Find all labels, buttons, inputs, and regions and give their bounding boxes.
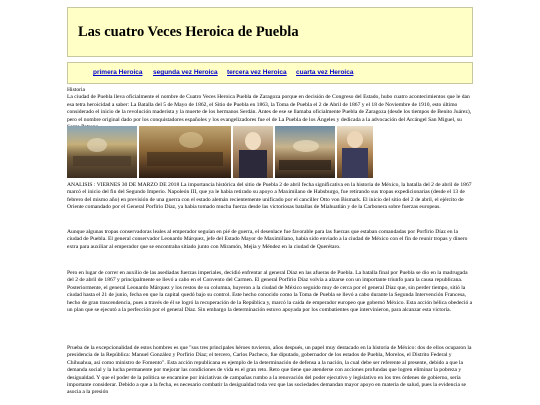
- analysis-section: [67, 182, 473, 212]
- paragraph-4-section: [67, 270, 473, 314]
- analysis-paragraph: ANALISIS : VIERNES 30 DE MARZO DE 2018 La importancia histórica del sitio de Puebla 2 de abril fecha significativa en la historia de México, la batalla del 2 de abril de 1867 marcó el inicio del fin del Segundo Imperio. Napoleón III, que ya le había retirado su apoyo a Maximilano de Habsburgo, fue retirando sus tropas expedicionarias (desde el 13 de febrero del mismo año) en previsión de una guerra con el estado alemán recientemente unificado por el canciller Otto von Bismark. El inicio del sitio del 2 de abril, el ejército de Oriente comandado por el General Porfirio Díaz, ya había tomado mucha fuerza desde las victoriosas batallas de Miahuatlán y de la Carbonera sobre fuerzas europeas.: [67, 182, 472, 211]
- paragraph-4: Pero en lugar de correr en auxilio de las asediadas fuerzas imperiales, decidió enfrentar al general Díaz en las afueras de Puebla. La batalla final por Puebla se dio en la madrugada del 2 de abril de 1867 y principalmente se llevó a cabo en el Convento del Carmen. El general Porfirio Díaz volvía a alzarse con un importante triunfo para la causa republicana. Posteriormente, el general Leonardo Márquez y los restos de su columna, huyeron a la ciudad de México seguido muy de cerca por el general Díaz que, sin perder tiempo, sitió la ciudad hasta el 21 de junio, fecha en que la capital quedó bajo su control. Este hecho conocido como la Toma de Puebla se llevó a cabo durante la Segunda Intervención Francesa, hecho de gran trascendencia, pues a través de él se logró la recuperación de la República y, marcó la caída de emperador europeo que gobernó México. Esta acción bélica obedeció a un plan que se ejecutó a la perfección por el general Díaz. Sin embargo la determinación estuvo apoyada por los combatientes que intervinieron, para alcanzar esta victoria.: [67, 270, 473, 314]
- title-banner: [67, 7, 473, 57]
- battle-painting-image: [67, 126, 137, 178]
- battle-scene-image: [139, 126, 231, 178]
- cannon-battle-image: [275, 126, 335, 178]
- paragraph-3: Aunque algunas tropas conservadoras leales al emperador seguían en pié de guerra, el desenlace fue favorable para las fuerzas que estaban comandadas por Porfirio Díaz en la ciudad de Puebla. El general conservador Leonardo Márquez, jefe del Estado Mayor de Maximiliano, había sido enviado a la ciudad de México con el fin de reunir tropas y dinero extra para auxiliar al emperador que se encontraba sitiado junto con Miramón, Mejía y Méndez en la ciudad de Querétaro.: [67, 229, 468, 250]
- image-strip: [67, 126, 473, 178]
- intro-section: [67, 87, 473, 131]
- soldier-portrait-image: [337, 126, 373, 178]
- paragraph-3-section: [67, 229, 473, 251]
- nav-link-primera-heroica[interactable]: primera Heroica: [93, 69, 143, 76]
- page-title: Las cuatro Veces Heroica de Puebla: [78, 24, 299, 40]
- paragraph-5-section: [67, 345, 473, 397]
- intro-paragraph: La ciudad de Puebla lleva oficialmente el nombre de Cuatro Veces Heroica Puebla de Zaragoza porque en decisión de Congreso del Estado, hubo cuatro acontecimientos que le dan esa tetra heroicidad a saber: La Batalla del 5 de Mayo de 1862, el Sitio de Puebla en 1863, la Toma de Puebla el 2 de Abril de 1867 y el 18 de Noviembre de 1910, esto último considerado el inicio de la revolución maderista y la muerte de los hermanos Serdán. Antes de ese se llamaba oficialmente Puebla de Zaragoza (desde los tiempos de Benito Juárez), pero el nombre original dado por los conquistadores españoles y los evangelizadores fue el de La Puebla de los Ángeles y dedicada a la advocación del Arcángel San Miguel, su: [67, 94, 472, 123]
- nav-bar: [67, 62, 473, 84]
- nav-link-cuarta-vez-heroica[interactable]: cuarta vez Heroica: [296, 69, 354, 76]
- nav-link-tercera-vez-heroica[interactable]: tercera vez Heroica: [227, 69, 287, 76]
- paragraph-5: Prueba de la excepcionalidad de estos hombres es que "sus tres principales héroes tuvieron, años después, un papel muy destacado en la historia de México: dos de ellos ocuparon la presidencia de la República: Manuel González y Porfirio Díaz; el tercero, Carlos Pacheco, fue diputado, gobernador de los estados de Puebla, Morelos, el Distrito Federal y Chihuahua, así como ministro de Fomento". Esta acción republicana es ejemplo de la determinación de defensa a la nación, la cual debe ser referente al presente, debido a que la demanda social y la lucha permanente por mejorar las condiciones de vida es el gran reto. Reto que tiene que atenderse con acciones profundas que logren eliminar la pobreza y desigualdad. Y que el poder de la política se encamine por iniciativas de campañas rumbo a la renovación del poder ejecutivo y legislativo en los tres órdenes de gobierno, sería importante considerar. Debido a que a la fecha, es necesario combatir la desigualdad toda vez que las sociedades demandan mayor apoyo en materia de salud, pues la evidencia se asocia a la presión: [67, 345, 472, 396]
- section-label: Historia: [67, 87, 86, 93]
- nav-link-segunda-vez-heroica[interactable]: segunda vez Heroica: [153, 69, 218, 76]
- portrait-image: [233, 126, 273, 178]
